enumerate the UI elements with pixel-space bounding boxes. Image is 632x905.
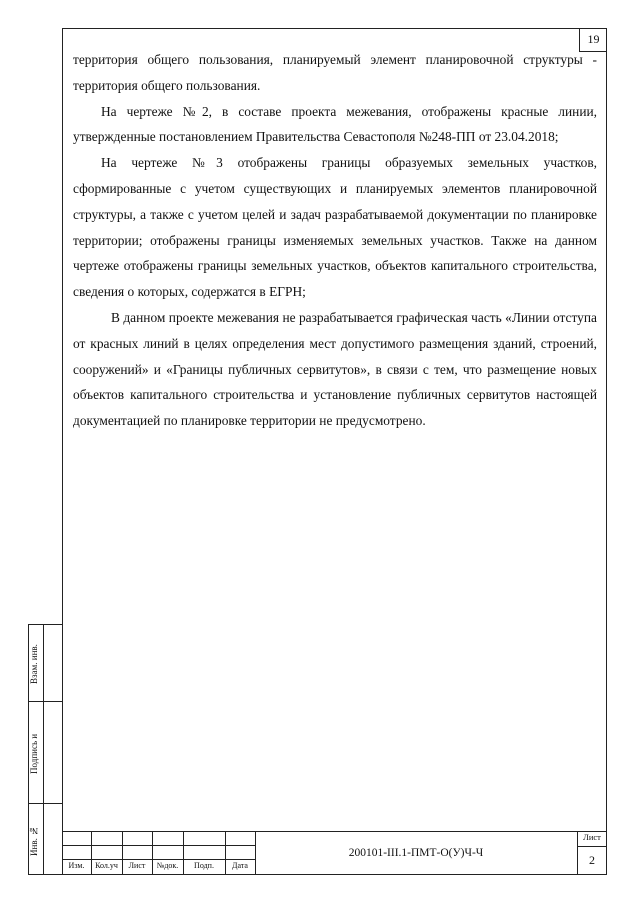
document-body — [73, 47, 597, 434]
sheet-number: 2 — [589, 853, 595, 867]
page-number: 19 — [579, 28, 607, 52]
paragraph-4: В данном проекте межевания не разрабатывается графическая часть «Линии отступа от красных линий в целях определения мест допустимого размещения зданий, строений, сооружений» и «Границы публичных сервитутов», в связи с тем, что размещение новых объектов капитального строительства и установление публичных сервитутов настоящей документацией по планировке территории не предусмотрено. — [73, 309, 597, 429]
col-podp: Подп. — [194, 861, 214, 870]
col-ndok: №док. — [156, 861, 179, 870]
sheet-label: Лист — [583, 832, 601, 842]
document-code: 200101-III.1-ПМТ-О(У)Ч-Ч — [348, 847, 484, 859]
title-block — [62, 831, 607, 875]
paragraph-2: На чертеже №2, в составе проекта межевания, отображены красные линии, утвержденные постановлением Правительства Севастополя №248-ПП от 23.04.2018; — [73, 103, 597, 145]
paragraph-3: На чертеже №3 отображены границы образуемых земельных участков, сформированные с учетом существующих и планируемых элементов планировочной структуры, а также с учетом целей и задач разрабатываемой документации по планировке территории; отображены границы изменяемых земельных участков. Также на данном чертеже отображены границы земельных участков, объектов капитального строительства, сведения о которых, содержатся в ЕГРН; — [73, 155, 597, 300]
stamp-inv-no: Инв. № — [29, 825, 39, 857]
side-stamp — [28, 624, 62, 875]
col-izm: Изм. — [68, 861, 85, 870]
col-kol-uch: Кол.уч — [95, 861, 118, 870]
stamp-vzam-inv: Взам. инв. — [29, 644, 39, 684]
paragraph-1: территория общего пользования, планируемый элемент планировочной структуры - территория общего пользования. — [73, 52, 597, 93]
col-data: Дата — [232, 861, 248, 870]
col-list: Лист — [128, 861, 146, 870]
stamp-podpis: Подпись и — [29, 733, 39, 775]
